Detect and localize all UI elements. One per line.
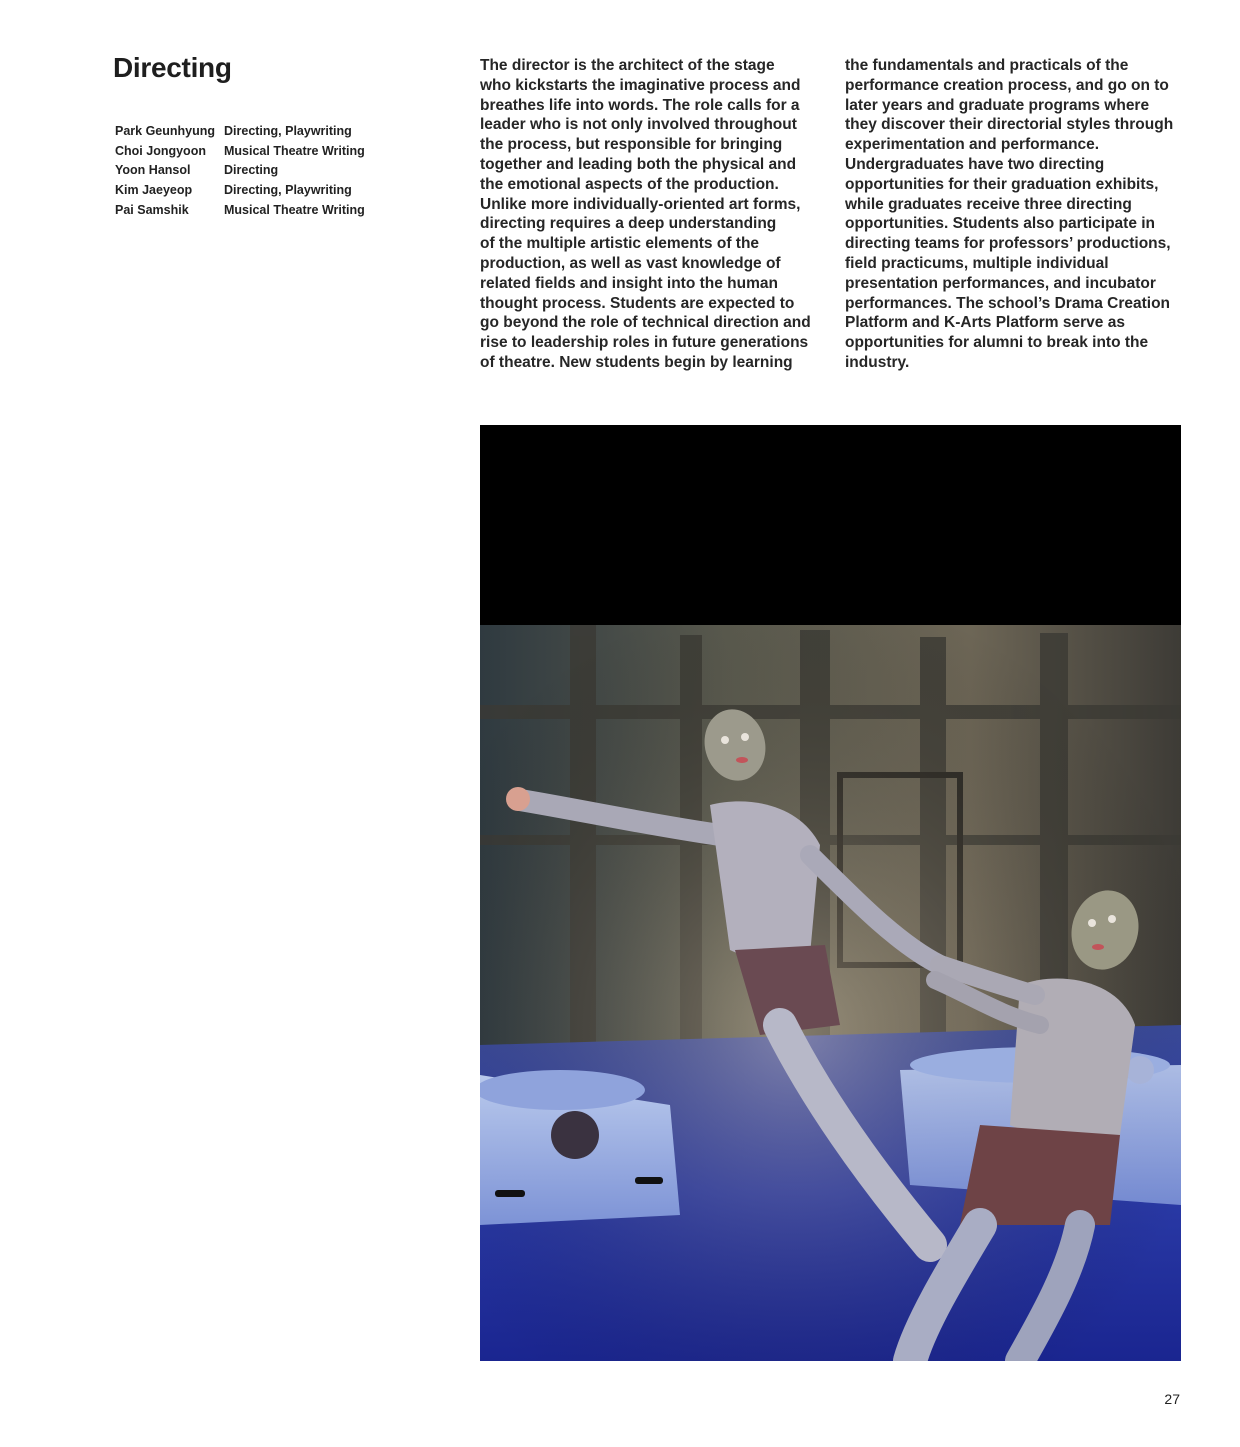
- faculty-row: [115, 200, 415, 220]
- body-line: Undergraduates have two directing: [845, 155, 1105, 173]
- body-line: directing requires a deep understanding: [480, 215, 777, 233]
- stage-scene-illustration: [480, 425, 1181, 1361]
- body-line: industry.: [845, 353, 910, 371]
- body-line: opportunities. Students also participate in: [845, 215, 1156, 233]
- page-number: 27: [1164, 1391, 1180, 1407]
- faculty-field: Musical Theatre Writing: [224, 143, 365, 158]
- faculty-row: [115, 141, 415, 161]
- body-line: presentation performances, and incubator: [845, 274, 1156, 292]
- body-line: related fields and insight into the human: [480, 274, 778, 292]
- body-line: go beyond the role of technical direction and: [480, 314, 811, 332]
- body-line: thought process. Students are expected to: [480, 294, 795, 312]
- body-line: The director is the architect of the stage: [480, 57, 775, 74]
- body-line: they discover their directorial styles through: [845, 116, 1174, 134]
- body-line: experimentation and performance.: [845, 136, 1100, 154]
- body-line: the process, but responsible for bringing: [480, 136, 783, 154]
- body-line: together and leading both the physical and: [480, 155, 797, 173]
- body-line: who kickstarts the imaginative process and: [480, 76, 801, 94]
- body-line: opportunities for alumni to break into the: [845, 334, 1149, 352]
- body-line: later years and graduate programs where: [845, 96, 1150, 114]
- faculty-name: Choi Jongyoon: [115, 143, 206, 158]
- body-text-column-2: [845, 56, 1190, 373]
- body-line: Platform and K-Arts Platform serve as: [845, 314, 1125, 332]
- body-line: field practicums, multiple individual: [845, 254, 1109, 272]
- faculty-field: Directing, Playwriting: [224, 123, 352, 138]
- body-text-column-1: [480, 56, 825, 373]
- stage-performance-photo: [480, 425, 1181, 1361]
- body-line: rise to leadership roles in future generations: [480, 334, 809, 352]
- faculty-row: [115, 121, 415, 141]
- faculty-field: Directing: [224, 163, 279, 178]
- body-line: breathes life into words. The role calls for a: [480, 96, 800, 114]
- body-line: performance creation process, and go on to: [845, 76, 1169, 94]
- body-line: Unlike more individually-oriented art forms,: [480, 195, 801, 213]
- faculty-name: Pai Samshik: [115, 203, 189, 218]
- faculty-field: Musical Theatre Writing: [224, 203, 365, 218]
- body-line: performances. The school’s Drama Creation: [845, 294, 1171, 312]
- page-title: Directing: [113, 52, 232, 83]
- body-line: directing teams for professors’ productions,: [845, 235, 1171, 253]
- body-line: opportunities for their graduation exhibits,: [845, 175, 1159, 193]
- faculty-name: Kim Jaeyeop: [115, 183, 193, 198]
- body-line: while graduates receive three directing: [845, 195, 1132, 213]
- faculty-field: Directing, Playwriting: [224, 183, 352, 198]
- body-line: of theatre. New students begin by learning: [480, 353, 793, 371]
- faculty-row: [115, 161, 415, 181]
- body-line: the emotional aspects of the production.: [480, 175, 779, 193]
- body-line: of the multiple artistic elements of the: [480, 235, 760, 253]
- faculty-name: Yoon Hansol: [115, 163, 191, 178]
- faculty-row: [115, 180, 415, 200]
- faculty-list: [115, 121, 415, 220]
- body-line: leader who is not only involved throughout: [480, 116, 797, 134]
- body-line: the fundamentals and practicals of the: [845, 57, 1129, 74]
- faculty-name: Park Geunhyung: [115, 123, 216, 138]
- body-line: production, as well as vast knowledge of: [480, 254, 781, 272]
